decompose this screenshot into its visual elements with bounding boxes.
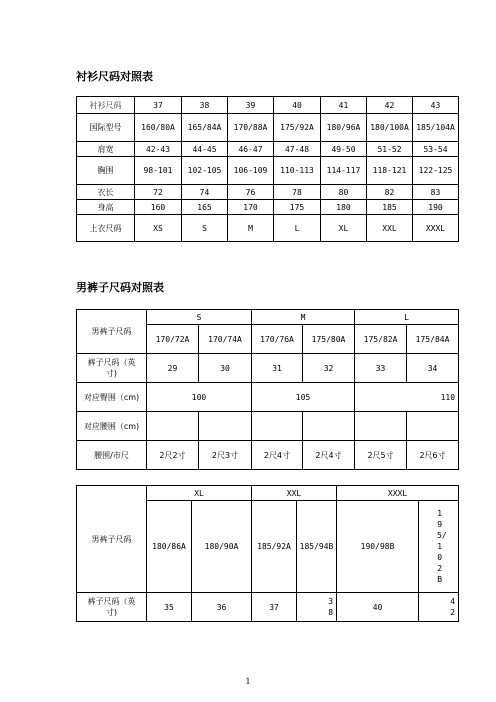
header-cell: 40 [274,97,321,114]
table-cell: 2尺4寸 [252,441,303,470]
header-cell: 39 [228,97,274,114]
table-cell: 175/82A [355,325,407,354]
table-cell: 185/92A [252,501,297,593]
table-cell: 53-54 [413,142,459,157]
table-cell: 34 [407,354,459,383]
table-cell: 42 [419,593,459,622]
table-cell: 170/74A [199,325,252,354]
table-cell: 33 [355,354,407,383]
table-cell [407,412,459,441]
table-cell: 51-52 [367,142,413,157]
shirt-size-table [76,96,459,242]
table-cell: 105 [252,383,355,412]
table-cell: XXXL [413,215,459,242]
table-cell: 80 [321,185,367,200]
table-cell: 185/94B [297,501,337,593]
table-cell: 170/88A [228,114,274,142]
table-cell: 32 [303,354,355,383]
table-cell: 2尺5寸 [355,441,407,470]
table-cell: 102-105 [182,157,228,185]
table-row [77,142,459,157]
table-cell: 2尺6寸 [407,441,459,470]
table-cell: XS [135,215,182,242]
table-cell: 2尺3寸 [199,441,252,470]
table-cell: 185/104A [413,114,459,142]
row-label: 裤子尺码（英寸) [77,354,147,383]
row-label: 胸围 [77,157,135,185]
table-row [77,215,459,242]
table-cell: S [182,215,228,242]
table-cell: XL [321,215,367,242]
table-cell: 180/90A [192,501,252,593]
table-cell: 185 [367,200,413,215]
header-cell: 41 [321,97,367,114]
table-cell: 170 [228,200,274,215]
table-cell: 190/98B [337,501,419,593]
table-cell: 30 [199,354,252,383]
table-cell: 180/86A [147,501,192,593]
table-cell: 175/80A [303,325,355,354]
header-cell: 37 [135,97,182,114]
table-cell: 44-45 [182,142,228,157]
table-row [77,441,459,470]
table-cell: 100 [147,383,252,412]
pants-group-row [77,310,459,325]
size-group: XL [147,486,252,501]
table-row [77,412,459,441]
table-cell: XXL [367,215,413,242]
row-label: 衣长 [77,185,135,200]
row-label: 国际型号 [77,114,135,142]
header-cell: 38 [182,97,228,114]
table-cell: 98-101 [135,157,182,185]
table-cell: 165 [182,200,228,215]
table-row [77,157,459,185]
table-cell: 175 [274,200,321,215]
table-cell: 175/92A [274,114,321,142]
table-cell: 114-117 [321,157,367,185]
shirt-table-title: 衬衫尺码对照表 [76,70,153,83]
header-cell: 衬衫尺码 [77,97,135,114]
table-cell: 37 [252,593,297,622]
table-cell: 118-121 [367,157,413,185]
table-cell: 180/96A [321,114,367,142]
table-cell: 170/76A [252,325,303,354]
size-group: L [355,310,459,325]
page-number: 1 [245,677,251,686]
table-cell [303,412,355,441]
table-cell: 82 [367,185,413,200]
row-label: 男裤子尺码 [77,310,147,354]
table-row [77,185,459,200]
size-group: XXXL [337,486,459,501]
pants-group-row [77,486,459,501]
table-row [77,114,459,142]
table-cell: 175/84A [407,325,459,354]
row-label: 对应臀围（cm) [77,383,147,412]
table-cell: 76 [228,185,274,200]
row-label: 裤子尺码（英寸) [77,593,147,622]
pants-size-table-2 [76,485,459,622]
row-label: 身高 [77,200,135,215]
shirt-header-row [77,97,459,114]
table-row [77,200,459,215]
table-cell: 195/102B [419,501,459,593]
table-cell: 42-43 [135,142,182,157]
table-cell: 49-50 [321,142,367,157]
table-cell: 180 [321,200,367,215]
table-cell: 31 [252,354,303,383]
table-cell [147,412,199,441]
table-cell: 180/100A [367,114,413,142]
row-label: 对应腰围（cm) [77,412,147,441]
size-group: M [252,310,355,325]
pants-table-title: 男裤子尺码对照表 [76,281,164,294]
table-cell: 106-109 [228,157,274,185]
table-cell: 2尺2寸 [147,441,199,470]
pants-size-table-1 [76,309,459,470]
table-cell: 2尺4寸 [303,441,355,470]
table-cell: 122-125 [413,157,459,185]
table-cell: 72 [135,185,182,200]
header-cell: 42 [367,97,413,114]
table-cell [199,412,252,441]
table-cell [355,412,407,441]
size-group: XXL [252,486,337,501]
table-row [77,593,459,622]
table-cell: 160/80A [135,114,182,142]
table-cell [252,412,303,441]
table-cell: M [228,215,274,242]
table-cell: L [274,215,321,242]
table-cell: 35 [147,593,192,622]
table-cell: 165/84A [182,114,228,142]
table-cell: 36 [192,593,252,622]
table-cell: 38 [297,593,337,622]
table-cell: 40 [337,593,419,622]
row-label: 男裤子尺码 [77,486,147,593]
row-label: 腰围/市尺 [77,441,147,470]
table-cell: 46-47 [228,142,274,157]
table-cell: 170/72A [147,325,199,354]
table-cell: 29 [147,354,199,383]
table-row [77,383,459,412]
header-cell: 43 [413,97,459,114]
table-cell: 190 [413,200,459,215]
row-label: 上衣尺码 [77,215,135,242]
size-group: S [147,310,252,325]
table-cell: 47-48 [274,142,321,157]
table-cell: 110 [355,383,459,412]
table-cell: 83 [413,185,459,200]
table-row [77,354,459,383]
table-cell: 160 [135,200,182,215]
row-label: 肩宽 [77,142,135,157]
table-cell: 78 [274,185,321,200]
table-cell: 74 [182,185,228,200]
table-cell: 110-113 [274,157,321,185]
